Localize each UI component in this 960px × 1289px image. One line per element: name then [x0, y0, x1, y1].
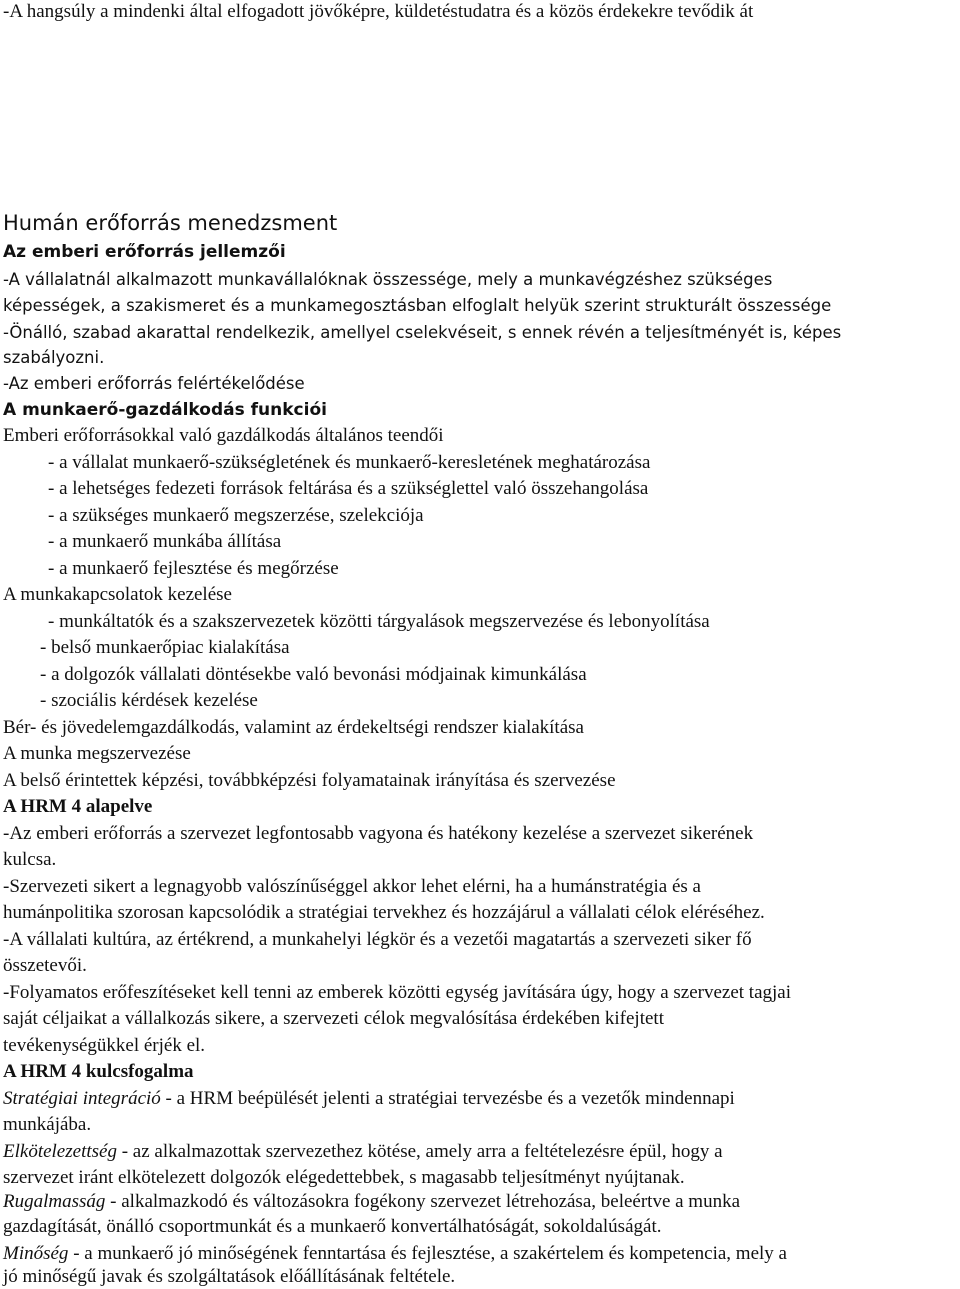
paragraph-line: -Folyamatos erőfeszítéseket kell tenni az emberek közötti egység javítására úgy, hogy a szervezet tagjai [3, 982, 792, 1003]
paragraph-line: -A vállalati kultúra, az értékrend, a munkahelyi légkör és a vezetői magatartás a szervezeti siker fő [3, 929, 752, 950]
paragraph-line: összetevői. [3, 955, 87, 976]
concept-text: - az alkalmazottak szervezethez kötése, amely arra a feltételezésre épül, hogy a [116, 1141, 723, 1162]
paragraph-line: -Önálló, szabad akarattal rendelkezik, amellyel cselekvéseit, s ennek révén a teljesítményét is, képes [3, 323, 842, 342]
intro-line: -A hangsúly a mindenki által elfogadott jövőképre, küldetéstudatra és a közös érdekekre tevődik át [3, 1, 754, 22]
paragraph-line: humánpolitika szorosan kapcsolódik a stratégiai tervekhez és hozzájárul a vállalati célok eléréséhez. [3, 902, 765, 923]
subheading: A belső érintettek képzési, továbbképzési folyamatainak irányítása és szervezése [3, 770, 616, 791]
concept-term: Minőség [3, 1243, 69, 1264]
paragraph-line: képességek, a szakismeret és a munkamegosztásban elfoglalt helyük szerint strukturált összessége [3, 296, 832, 315]
concept-term: Elkötelezettség [3, 1141, 117, 1162]
list-item: - belső munkaerőpiac kialakítása [40, 637, 290, 658]
paragraph-line: szabályozni. [3, 348, 105, 367]
paragraph-line: kulcsa. [3, 849, 57, 870]
paragraph-line: saját céljaikat a vállalkozás sikere, a szervezeti célok megvalósítása érdekében kifejtett [3, 1008, 664, 1029]
paragraph-line: -Az emberi erőforrás a szervezet legfontosabb vagyona és hatékony kezelése a szervezet sikerének [3, 823, 754, 844]
subheading: A munka megszervezése [3, 743, 191, 764]
concept-text: - a HRM beépülését jelenti a stratégiai tervezésbe és a vezetők mindennapi [160, 1088, 735, 1109]
paragraph-line: tevékenységükkel érjék el. [3, 1035, 206, 1056]
section-heading-principles: A HRM 4 alapelve [3, 796, 153, 817]
subheading: Bér- és jövedelemgazdálkodás, valamint az érdekeltségi rendszer kialakítása [3, 717, 584, 738]
concept-line [3, 1242, 787, 1266]
concept-line [3, 1140, 723, 1164]
list-item: - a lehetséges fedezeti források feltárása és a szükséglettel való összehangolása [48, 478, 649, 499]
list-item: - a munkaerő fejlesztése és megőrzése [48, 558, 339, 579]
list-item: - a vállalat munkaerő-szükségletének és munkaerő-keresletének meghatározása [48, 452, 651, 473]
concept-term: Rugalmasság [3, 1191, 106, 1212]
section-heading-key-concepts: A HRM 4 kulcsfogalma [3, 1061, 194, 1082]
concept-term: Stratégiai integráció [3, 1088, 161, 1109]
list-item: - szociális kérdések kezelése [40, 690, 258, 711]
concept-line: munkájába. [3, 1114, 92, 1135]
subheading: Emberi erőforrásokkal való gazdálkodás általános teendői [3, 425, 444, 446]
concept-line [3, 1190, 740, 1214]
concept-line: jó minőségű javak és szolgáltatások előállításának feltétele. [3, 1266, 456, 1287]
section-heading-functions: A munkaerő-gazdálkodás funkciói [3, 400, 327, 420]
page-title: Humán erőforrás menedzsment [3, 211, 338, 235]
concept-text: - a munkaerő jó minőségének fenntartása és fejlesztése, a szakértelem és kompetencia, mely a [68, 1243, 787, 1264]
subheading: A munkakapcsolatok kezelése [3, 584, 232, 605]
paragraph-line: -Szervezeti sikert a legnagyobb valószínűséggel akkor lehet elérni, ha a humánstratégia és a [3, 876, 701, 897]
concept-line: szervezet iránt elkötelezett dolgozók elégedettebbek, s magasabb teljesítményt nyújtanak. [3, 1167, 685, 1188]
concept-text: - alkalmazkodó és változásokra fogékony szervezet létrehozása, beleértve a munka [105, 1191, 741, 1212]
concept-line: gazdagítását, önálló csoportmunkát és a munkaerő konvertálhatóságát, sokoldalúságát. [3, 1216, 662, 1237]
list-item: - a dolgozók vállalati döntésekbe való bevonási módjainak kimunkálása [40, 664, 587, 685]
paragraph-line: -Az emberi erőforrás felértékelődése [3, 374, 305, 393]
concept-line [3, 1087, 735, 1111]
section-heading-characteristics: Az emberi erőforrás jellemzői [3, 242, 286, 262]
list-item: - a szükséges munkaerő megszerzése, szelekciója [48, 505, 424, 526]
list-item: - a munkaerő munkába állítása [48, 531, 282, 552]
paragraph-line: -A vállalatnál alkalmazott munkavállalóknak összessége, mely a munkavégzéshez szükséges [3, 270, 773, 289]
list-item: - munkáltatók és a szakszervezetek közötti tárgyalások megszervezése és lebonyolítása [48, 611, 710, 632]
